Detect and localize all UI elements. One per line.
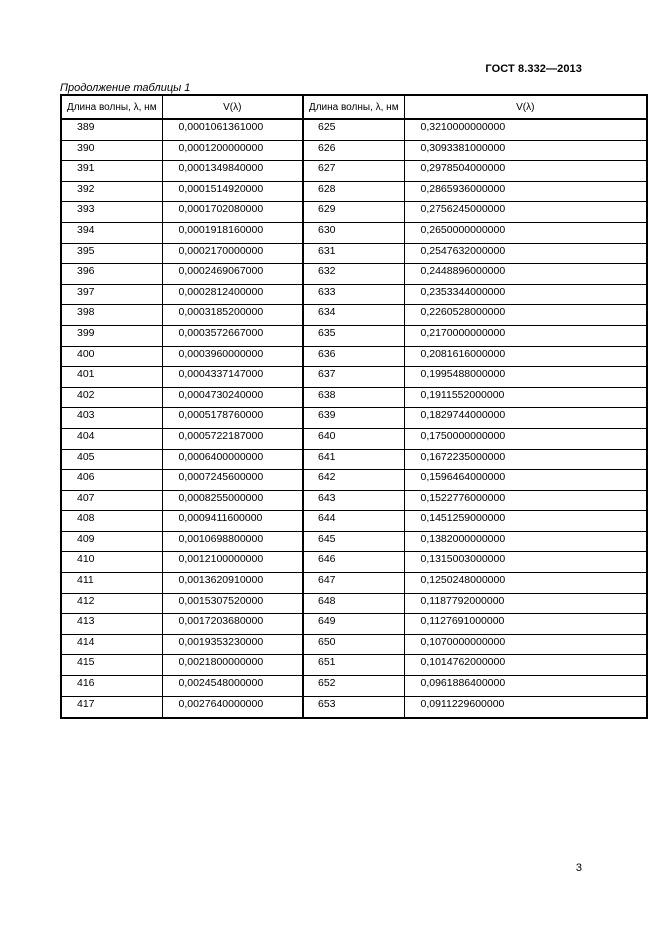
cell-v-lambda-2: 0,2170000000000	[404, 325, 647, 346]
cell-v-lambda-1: 0,0012100000000	[162, 552, 303, 573]
cell-wavelength-2: 639	[303, 408, 404, 429]
header-v-lambda-1: V(λ)	[162, 95, 303, 119]
cell-v-lambda-2: 0,1829744000000	[404, 408, 647, 429]
header-v-lambda-2: V(λ)	[404, 95, 647, 119]
cell-wavelength-1: 405	[61, 449, 162, 470]
table-row	[61, 140, 647, 161]
cell-wavelength-2: 634	[303, 305, 404, 326]
cell-v-lambda-2: 0,2448896000000	[404, 264, 647, 285]
table-row	[61, 676, 647, 697]
cell-wavelength-1: 413	[61, 614, 162, 635]
cell-wavelength-1: 408	[61, 511, 162, 532]
cell-v-lambda-2: 0,3210000000000	[404, 119, 647, 140]
table-row	[61, 490, 647, 511]
cell-v-lambda-1: 0,0005178760000	[162, 408, 303, 429]
header-wavelength-1: Длина волны, λ, нм	[61, 95, 162, 119]
table-row	[61, 243, 647, 264]
cell-wavelength-2: 647	[303, 573, 404, 594]
cell-v-lambda-1: 0,0021800000000	[162, 655, 303, 676]
table-row	[61, 202, 647, 223]
table-row	[61, 655, 647, 676]
cell-wavelength-1: 410	[61, 552, 162, 573]
header-wavelength-2: Длина волны, λ, нм	[303, 95, 404, 119]
cell-v-lambda-2: 0,2865936000000	[404, 181, 647, 202]
table-row	[61, 470, 647, 491]
cell-wavelength-1: 415	[61, 655, 162, 676]
cell-v-lambda-1: 0,0001061361000	[162, 119, 303, 140]
cell-wavelength-2: 631	[303, 243, 404, 264]
table-header-row	[61, 95, 647, 119]
table-row	[61, 161, 647, 182]
cell-wavelength-1: 401	[61, 367, 162, 388]
document-code: ГОСТ 8.332—2013	[485, 63, 582, 75]
cell-wavelength-2: 629	[303, 202, 404, 223]
table-row	[61, 634, 647, 655]
cell-v-lambda-2: 0,1672235000000	[404, 449, 647, 470]
cell-wavelength-2: 625	[303, 119, 404, 140]
table-row	[61, 264, 647, 285]
luminous-efficiency-table	[60, 94, 648, 719]
cell-v-lambda-1: 0,0007245600000	[162, 470, 303, 491]
cell-wavelength-1: 399	[61, 325, 162, 346]
cell-v-lambda-1: 0,0009411600000	[162, 511, 303, 532]
cell-v-lambda-2: 0,2978504000000	[404, 161, 647, 182]
cell-wavelength-2: 645	[303, 531, 404, 552]
cell-wavelength-1: 414	[61, 634, 162, 655]
cell-v-lambda-1: 0,0010698800000	[162, 531, 303, 552]
cell-wavelength-2: 630	[303, 222, 404, 243]
cell-wavelength-1: 391	[61, 161, 162, 182]
cell-v-lambda-1: 0,0001702080000	[162, 202, 303, 223]
cell-wavelength-1: 417	[61, 696, 162, 718]
cell-v-lambda-1: 0,0002812400000	[162, 284, 303, 305]
cell-wavelength-1: 395	[61, 243, 162, 264]
cell-v-lambda-1: 0,0004730240000	[162, 387, 303, 408]
cell-wavelength-1: 396	[61, 264, 162, 285]
cell-wavelength-1: 412	[61, 593, 162, 614]
cell-v-lambda-2: 0,1315003000000	[404, 552, 647, 573]
cell-v-lambda-2: 0,2260528000000	[404, 305, 647, 326]
cell-wavelength-2: 637	[303, 367, 404, 388]
cell-wavelength-1: 403	[61, 408, 162, 429]
cell-wavelength-2: 644	[303, 511, 404, 532]
cell-v-lambda-2: 0,2756245000000	[404, 202, 647, 223]
table-row	[61, 346, 647, 367]
cell-v-lambda-1: 0,0005722187000	[162, 428, 303, 449]
cell-v-lambda-1: 0,0003572667000	[162, 325, 303, 346]
cell-wavelength-1: 398	[61, 305, 162, 326]
cell-v-lambda-2: 0,1250248000000	[404, 573, 647, 594]
table-row	[61, 449, 647, 470]
cell-v-lambda-2: 0,1522776000000	[404, 490, 647, 511]
table-row	[61, 614, 647, 635]
cell-wavelength-2: 641	[303, 449, 404, 470]
cell-v-lambda-2: 0,1187792000000	[404, 593, 647, 614]
cell-wavelength-1: 394	[61, 222, 162, 243]
table-row	[61, 325, 647, 346]
cell-v-lambda-2: 0,1014762000000	[404, 655, 647, 676]
cell-wavelength-2: 635	[303, 325, 404, 346]
cell-wavelength-1: 400	[61, 346, 162, 367]
cell-wavelength-2: 648	[303, 593, 404, 614]
cell-wavelength-2: 638	[303, 387, 404, 408]
cell-v-lambda-1: 0,0002170000000	[162, 243, 303, 264]
table-row	[61, 367, 647, 388]
cell-v-lambda-1: 0,0008255000000	[162, 490, 303, 511]
cell-wavelength-2: 646	[303, 552, 404, 573]
cell-v-lambda-2: 0,2547632000000	[404, 243, 647, 264]
cell-v-lambda-2: 0,1596464000000	[404, 470, 647, 491]
cell-wavelength-2: 652	[303, 676, 404, 697]
cell-wavelength-1: 397	[61, 284, 162, 305]
cell-v-lambda-2: 0,1451259000000	[404, 511, 647, 532]
table-row	[61, 284, 647, 305]
cell-v-lambda-1: 0,0001514920000	[162, 181, 303, 202]
table-row	[61, 181, 647, 202]
cell-wavelength-2: 650	[303, 634, 404, 655]
page-number: 3	[575, 862, 582, 874]
cell-v-lambda-1: 0,0003185200000	[162, 305, 303, 326]
table-row	[61, 222, 647, 243]
cell-wavelength-1: 409	[61, 531, 162, 552]
cell-v-lambda-2: 0,2353344000000	[404, 284, 647, 305]
table-row	[61, 428, 647, 449]
table-row	[61, 573, 647, 594]
cell-v-lambda-1: 0,0004337147000	[162, 367, 303, 388]
table-row	[61, 696, 647, 718]
cell-v-lambda-1: 0,0013620910000	[162, 573, 303, 594]
cell-v-lambda-2: 0,1070000000000	[404, 634, 647, 655]
cell-wavelength-1: 389	[61, 119, 162, 140]
table-row	[61, 511, 647, 532]
table-row	[61, 119, 647, 140]
cell-v-lambda-1: 0,0017203680000	[162, 614, 303, 635]
table-row	[61, 593, 647, 614]
cell-wavelength-2: 643	[303, 490, 404, 511]
cell-v-lambda-2: 0,0911229600000	[404, 696, 647, 718]
cell-wavelength-2: 626	[303, 140, 404, 161]
cell-wavelength-1: 390	[61, 140, 162, 161]
cell-v-lambda-2: 0,1127691000000	[404, 614, 647, 635]
table-row	[61, 408, 647, 429]
cell-wavelength-2: 642	[303, 470, 404, 491]
cell-wavelength-2: 628	[303, 181, 404, 202]
cell-v-lambda-2: 0,1750000000000	[404, 428, 647, 449]
cell-v-lambda-2: 0,1995488000000	[404, 367, 647, 388]
cell-wavelength-2: 649	[303, 614, 404, 635]
cell-v-lambda-2: 0,3093381000000	[404, 140, 647, 161]
cell-wavelength-1: 416	[61, 676, 162, 697]
cell-wavelength-2: 632	[303, 264, 404, 285]
cell-wavelength-1: 406	[61, 470, 162, 491]
cell-v-lambda-1: 0,0001349840000	[162, 161, 303, 182]
cell-v-lambda-1: 0,0006400000000	[162, 449, 303, 470]
cell-wavelength-1: 411	[61, 573, 162, 594]
table-row	[61, 552, 647, 573]
cell-v-lambda-1: 0,0003960000000	[162, 346, 303, 367]
cell-v-lambda-2: 0,2081616000000	[404, 346, 647, 367]
cell-v-lambda-1: 0,0015307520000	[162, 593, 303, 614]
cell-wavelength-2: 651	[303, 655, 404, 676]
cell-v-lambda-2: 0,0961886400000	[404, 676, 647, 697]
cell-v-lambda-2: 0,1382000000000	[404, 531, 647, 552]
cell-wavelength-2: 640	[303, 428, 404, 449]
table-caption: Продолжение таблицы 1	[60, 82, 191, 94]
table-row	[61, 531, 647, 552]
cell-v-lambda-2: 0,2650000000000	[404, 222, 647, 243]
cell-v-lambda-1: 0,0027640000000	[162, 696, 303, 718]
cell-wavelength-2: 633	[303, 284, 404, 305]
cell-wavelength-1: 392	[61, 181, 162, 202]
cell-wavelength-2: 653	[303, 696, 404, 718]
cell-v-lambda-2: 0,1911552000000	[404, 387, 647, 408]
cell-wavelength-2: 627	[303, 161, 404, 182]
cell-v-lambda-1: 0,0001200000000	[162, 140, 303, 161]
cell-v-lambda-1: 0,0002469067000	[162, 264, 303, 285]
cell-v-lambda-1: 0,0001918160000	[162, 222, 303, 243]
cell-wavelength-1: 404	[61, 428, 162, 449]
cell-wavelength-1: 393	[61, 202, 162, 223]
cell-wavelength-1: 402	[61, 387, 162, 408]
cell-v-lambda-1: 0,0019353230000	[162, 634, 303, 655]
table-row	[61, 305, 647, 326]
cell-wavelength-2: 636	[303, 346, 404, 367]
table-row	[61, 387, 647, 408]
cell-v-lambda-1: 0,0024548000000	[162, 676, 303, 697]
cell-wavelength-1: 407	[61, 490, 162, 511]
table-body	[61, 119, 647, 718]
